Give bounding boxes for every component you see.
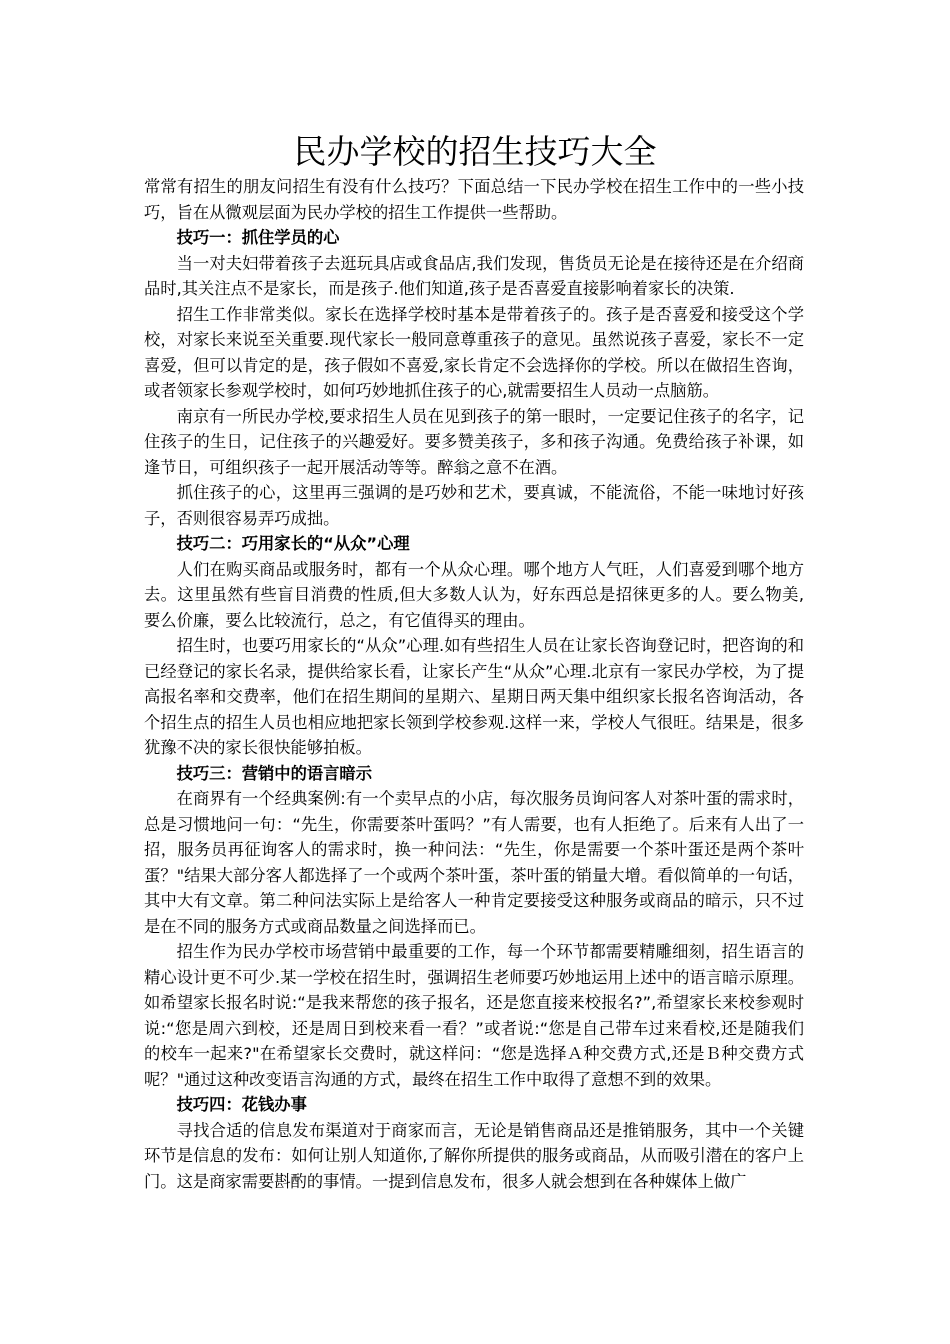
document-body	[144, 174, 804, 1194]
paragraph: 招生工作非常类似。家长在选择学校时基本是带着孩子的。孩子是否喜爱和接受这个学校，对家长来说至关重要.现代家长一般同意尊重孩子的意见。虽然说孩子喜爱，家长不一定喜爱，但可以肯定的是，孩子假如不喜爱,家长肯定不会选择你的学校。所以在做招生咨询，或者领家长参观学校时，如何巧妙地抓住孩子的心,就需要招生人员动一点脑筋。	[144, 304, 804, 400]
section-heading: 技巧三：营销中的语言暗示	[176, 763, 372, 783]
paragraph: 抓住孩子的心，这里再三强调的是巧妙和艺术，要真诚，不能流俗，不能一味地讨好孩子，否则很容易弄巧成拙。	[144, 483, 804, 528]
section-heading: 技巧一：抓住学员的心	[176, 228, 340, 247]
paragraph: 人们在购买商品或服务时，都有一个从众心理。哪个地方人气旺，人们喜爱到哪个地方去。这里虽然有些盲目消费的性质,但大多数人认为，好东西总是招徕更多的人。要么物美,要么价廉，要么比较流行，总之，有它值得买的理由。	[144, 559, 804, 630]
paragraph: 招生作为民办学校市场营销中最重要的工作，每一个环节都需要精雕细刻，招生语言的精心设计更不可少.某一学校在招生时，强调招生老师要巧妙地运用上述中的语言暗示原理。如希望家长报名时说:“是我来帮您的孩子报名，还是您直接来校报名?”,希望家长来校参观时说:“您是周六到校，还是周日到校来看一看？”或者说:“您是自己带车过来看校,还是随我们的校车一起来?"在希望家长交费时，就这样问：“您是选择Ａ种交费方式,还是Ｂ种交费方式呢？"通过这种改变语言沟通的方式，最终在招生工作中取得了意想不到的效果。	[144, 942, 804, 1089]
paragraph: 在商界有一个经典案例:有一个卖早点的小店，每次服务员询问客人对茶叶蛋的需求时，总是习惯地问一句：“先生，你需要茶叶蛋吗？”有人需要，也有人拒绝了。后来有人出了一招，服务员再征询客人的需求时，换一种问法：“先生，你是需要一个茶叶蛋还是两个茶叶蛋？"结果大部分客人都选择了一个或两个茶叶蛋，茶叶蛋的销量大增。看似简单的一句话，其中大有文章。第二种问法实际上是给客人一种肯定要接受这种服务或商品的暗示，只不过是在不同的服务方式或商品数量之间选择而已。	[144, 789, 804, 936]
paragraph: 当一对夫妇带着孩子去逛玩具店或食品店,我们发现，售货员无论是在接待还是在介绍商品时,其关注点不是家长，而是孩子.他们知道,孩子是否喜爱直接影响着家长的决策.	[144, 253, 804, 298]
intro-paragraph: 常常有招生的朋友问招生有没有什么技巧？下面总结一下民办学校在招生工作中的一些小技巧，旨在从微观层面为民办学校的招生工作提供一些帮助。	[144, 177, 804, 222]
paragraph: 寻找合适的信息发布渠道对于商家而言，无论是销售商品还是推销服务，其中一个关键环节是信息的发布：如何让别人知道你,了解你所提供的服务或商品，从而吸引潜在的客户上门。这是商家需要斟酌的事情。一提到信息发布，很多人就会想到在各种媒体上做广	[144, 1120, 804, 1191]
paragraph: 招生时，也要巧用家长的“从众”心理.如有些招生人员在让家长咨询登记时，把咨询的和已经登记的家长名录，提供给家长看，让家长产生“从众”心理.北京有一家民办学校，为了提高报名率和交费率，他们在招生期间的星期六、星期日两天集中组织家长报名咨询活动，各个招生点的招生人员也相应地把家长领到学校参观.这样一来，学校人气很旺。结果是，很多犹豫不决的家长很快能够拍板。	[144, 636, 804, 757]
paragraph: 南京有一所民办学校,要求招生人员在见到孩子的第一眼时，一定要记住孩子的名字，记住孩子的生日，记住孩子的兴趣爱好。要多赞美孩子，多和孩子沟通。免费给孩子补课，如逢节日，可组织孩子一起开展活动等等。醉翁之意不在酒。	[144, 406, 804, 477]
section-heading: 技巧四：花钱办事	[176, 1095, 307, 1114]
section-heading: 技巧二：巧用家长的“从众”心理	[176, 534, 410, 553]
document-title: 民办学校的招生技巧大全	[293, 132, 657, 171]
